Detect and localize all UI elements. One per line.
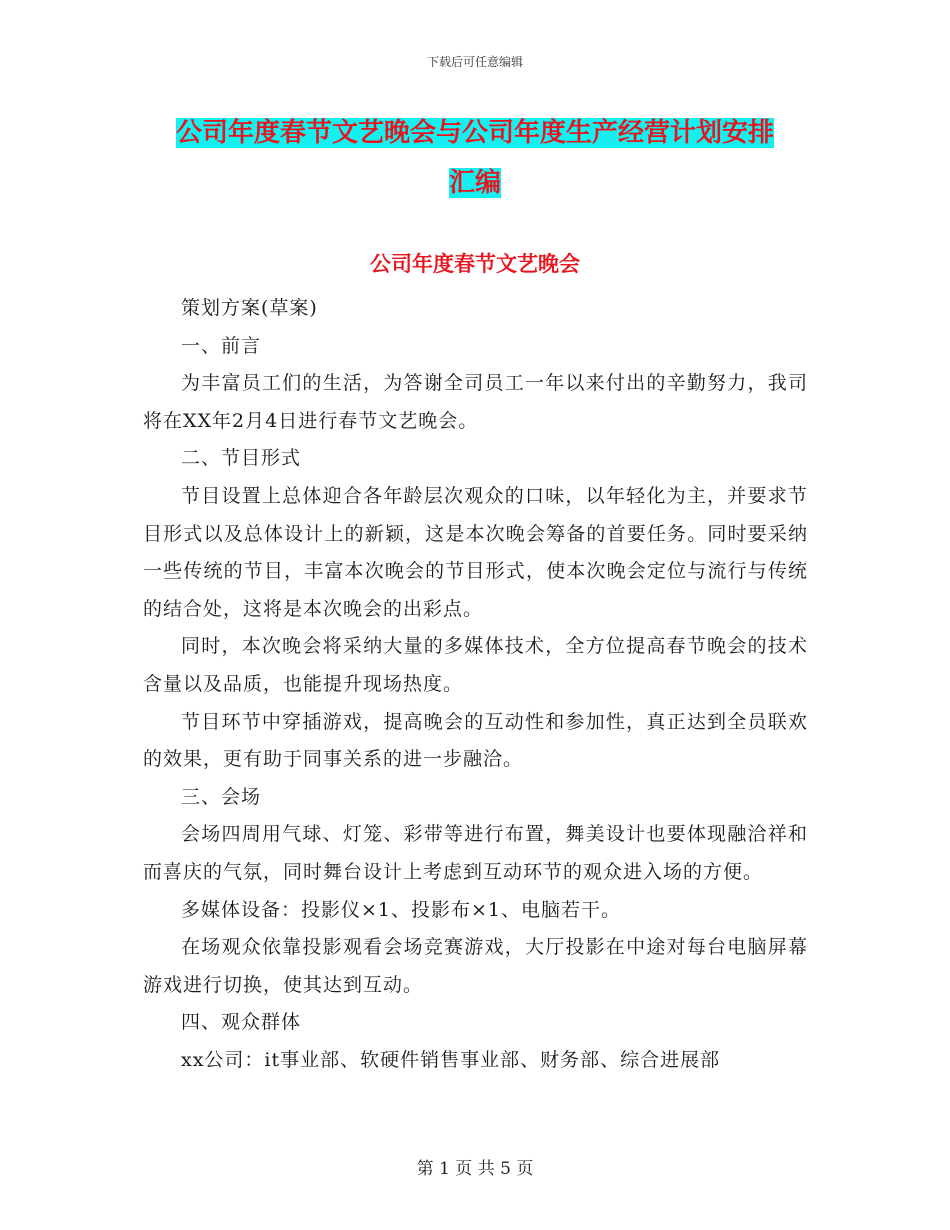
document-title-line-1: 公司年度春节文艺晚会与公司年度生产经营计划安排 [175, 118, 774, 148]
paragraph-program-format: 节目设置上总体迎合各年龄层次观众的口味，以年轻化为主，并要求节目形式以及总体设计上的新颖，这是本次晚会筹备的首要任务。同时要采纳一些传统的节目，丰富本次晚会的节目形式，使本次晚会定位与流行与传统的结合处，这将是本次晚会的出彩点。 [143, 484, 808, 620]
document-body [143, 290, 808, 1079]
section-title: 公司年度春节文艺晚会 [370, 252, 580, 276]
heading-preface: 一、前言 [181, 334, 262, 357]
paragraph-audience: xx公司：it事业部、软硬件销售事业部、财务部、综合进展部 [181, 1048, 721, 1071]
paragraph-preface: 为丰富员工们的生活，为答谢全司员工一年以来付出的辛勤努力，我司将在XX年2月4日进行春节文艺晚会。 [143, 372, 808, 432]
document-title-line-2: 汇编 [448, 168, 501, 198]
paragraph-plan-draft: 策划方案(草案) [181, 297, 318, 319]
document-title [140, 108, 810, 208]
heading-program-format: 二、节目形式 [181, 447, 302, 470]
page-footer: 第 1 页 共 5 页 [416, 1159, 534, 1179]
header-note: 下载后可任意编辑 [426, 55, 523, 69]
paragraph-multimedia: 同时，本次晚会将采纳大量的多媒体技术，全方位提高春节晚会的技术含量以及品质，也能提升现场热度。 [143, 635, 808, 695]
paragraph-venue: 会场四周用气球、灯笼、彩带等进行布置，舞美设计也要体现融洽祥和而喜庆的气氛，同时舞台设计上考虑到互动环节的观众进入场的方便。 [143, 823, 808, 883]
paragraph-games: 节目环节中穿插游戏，提高晚会的互动性和参加性，真正达到全员联欢的效果，更有助于同事关系的进一步融洽。 [143, 710, 808, 771]
paragraph-equipment: 多媒体设备：投影仪×1、投影布×1、电脑若干。 [181, 898, 622, 921]
paragraph-projection: 在场观众依靠投影观看会场竞赛游戏，大厅投影在中途对每台电脑屏幕游戏进行切换，使其达到互动。 [143, 936, 808, 996]
heading-audience: 四、观众群体 [181, 1011, 302, 1034]
heading-venue: 三、会场 [181, 785, 262, 808]
